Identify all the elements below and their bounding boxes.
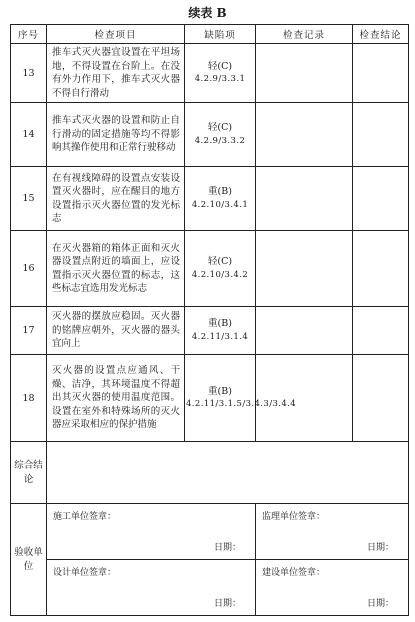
owner-signature[interactable] [256, 560, 409, 616]
check-item: 灭火器的设置点应通风、干燥、洁净，其环境温度不得超出其灭火器的使用温度范围。设置在室外和特殊场所的灭火器应采取相应的保护措施 [47, 355, 185, 442]
table-row [11, 44, 409, 103]
clause-ref: 4.2.10/3.4.2 [191, 269, 249, 280]
defect-cell [185, 307, 256, 355]
conclusion-cell[interactable] [353, 231, 409, 307]
check-item: 灭火器的摆放应稳固。灭火器的铭牌应朝外，灭火器的器头宜向上 [47, 307, 185, 355]
conclusion-cell[interactable] [353, 167, 409, 231]
defect-cell [185, 231, 256, 307]
record-cell[interactable] [256, 167, 353, 231]
check-item: 在灭火器箱的箱体正面和灭火器设置点附近的墙面上，应设置指示灭火器位置的标志，这些标志宜选用发光标志 [47, 231, 185, 307]
defect-level: 重(B) [208, 186, 232, 197]
record-cell[interactable] [256, 307, 353, 355]
check-item: 推车式灭火器的设置和防止自行滑动的固定措施等均不得影响其操作使用和正常行驶移动 [47, 103, 185, 167]
clause-ref: 4.2.9/3.3.2 [194, 135, 246, 146]
table-row [11, 103, 409, 167]
clause-ref: 4.2.9/3.3.1 [194, 74, 246, 84]
row-number: 18 [11, 355, 47, 442]
record-cell[interactable] [256, 44, 353, 103]
record-cell[interactable] [256, 231, 353, 307]
table-row [11, 231, 409, 307]
date-label: 日期： [213, 543, 241, 553]
header-defect: 缺陷项 [185, 25, 256, 44]
table-row [11, 355, 409, 442]
conclusion-cell[interactable] [353, 307, 409, 355]
conclusion-cell[interactable] [353, 355, 409, 442]
defect-level: 轻(C) [207, 60, 233, 72]
date-label: 日期： [366, 543, 394, 553]
clause-ref: 4.2.10/3.4.1 [191, 199, 249, 210]
acceptance-label: 验收单位 [11, 504, 47, 616]
row-number: 16 [11, 231, 47, 307]
date-label: 日期： [366, 599, 394, 609]
header-row [11, 25, 409, 44]
check-item: 在有视线障碍的设置点安装设置灭火器时，应在醒目的地方设置指示灭火器位置的发光标志 [47, 167, 185, 231]
table-row [11, 167, 409, 231]
acceptance-row [11, 560, 409, 616]
conclusion-cell[interactable] [353, 103, 409, 167]
summary-label: 综合结论 [11, 442, 47, 504]
header-no: 序号 [11, 25, 47, 44]
defect-cell [185, 167, 256, 231]
supervision-signature[interactable] [256, 504, 409, 560]
supervision-signature-label: 监理单位签章： [262, 512, 326, 522]
row-number: 14 [11, 103, 47, 167]
row-number: 15 [11, 167, 47, 231]
construction-signature-label: 施工单位签章： [53, 512, 117, 522]
defect-cell [185, 44, 256, 103]
defect-level: 轻(C) [207, 122, 233, 133]
check-item: 推车式灭火器宜设置在平坦场地，不得设置在台阶上。在没有外力作用下，推车式灭火器不得自行滑动 [47, 44, 185, 103]
row-number: 17 [11, 307, 47, 355]
defect-level: 轻(C) [207, 256, 233, 267]
row-number: 13 [11, 44, 47, 103]
record-cell[interactable] [256, 103, 353, 167]
header-item: 检查项目 [47, 25, 185, 44]
conclusion-cell[interactable] [353, 44, 409, 103]
defect-cell [185, 355, 297, 442]
table-row [11, 307, 409, 355]
acceptance-row [11, 504, 409, 560]
summary-row [11, 442, 409, 504]
owner-signature-label: 建设单位签章： [262, 568, 326, 578]
inspection-table [10, 24, 409, 616]
design-signature[interactable] [47, 560, 256, 616]
clause-ref: 4.2.11/3.1.4 [191, 331, 249, 342]
construction-signature[interactable] [47, 504, 256, 560]
date-label: 日期： [213, 599, 241, 609]
defect-level: 重(B) [208, 318, 232, 329]
design-signature-label: 设计单位签章： [53, 568, 117, 578]
header-record: 检查记录 [256, 25, 353, 44]
header-conclusion: 检查结论 [353, 25, 409, 44]
summary-input[interactable] [47, 442, 409, 504]
defect-cell [185, 103, 256, 167]
record-cell[interactable] [256, 355, 353, 442]
table-title: 续表 B [188, 6, 227, 20]
defect-level: 重(B) [208, 385, 232, 397]
clause-ref: 4.2.11/3.1.5/3.4.3/3.4.4 [186, 399, 297, 409]
